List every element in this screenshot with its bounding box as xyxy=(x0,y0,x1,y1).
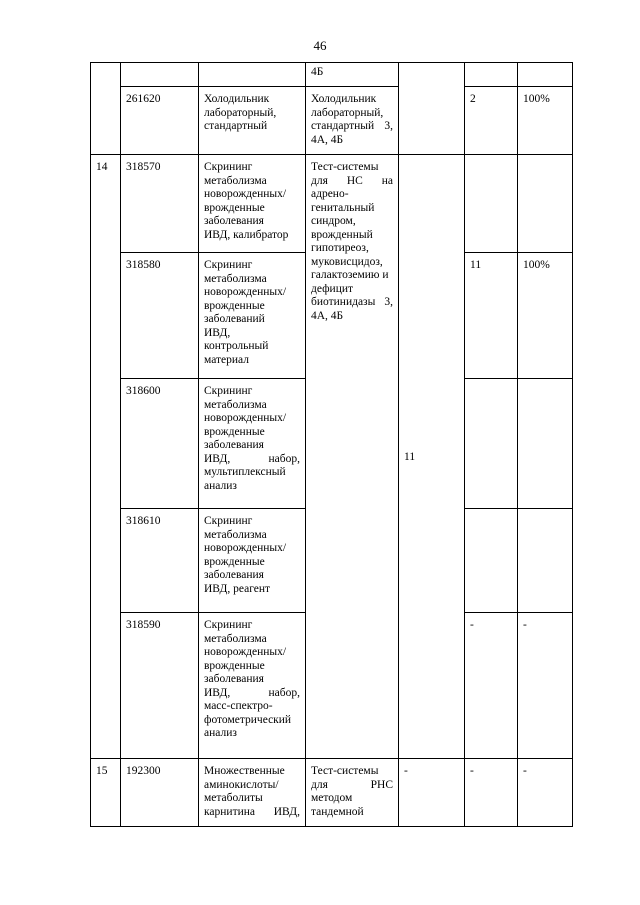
name-cell: Скрининг метаболизма новорожденных/ врожденные заболеваний ИВД, контрольный материал xyxy=(199,253,306,379)
percent-cell: 100% xyxy=(518,87,573,155)
count-cell xyxy=(465,63,518,87)
code-cell: 318600 xyxy=(121,379,199,509)
name-cell: Множественные аминокислоты/ метаболиты карнитина ИВД, xyxy=(199,759,306,827)
name-cell: Скрининг метаболизма новорожденных/ врожденные заболевания ИВД, набор, масс-спектро- фотометрический анализ xyxy=(199,613,306,759)
equipment-table xyxy=(90,62,573,827)
description-cell: 4Б xyxy=(306,63,399,87)
description-cell: Холодильник лабораторный, стандартный 3, 4А, 4Б xyxy=(306,87,399,155)
count-cell: - xyxy=(465,759,518,827)
code-cell xyxy=(121,63,199,87)
name-cell: Скрининг метаболизма новорожденных/ врожденные заболевания ИВД, калибратор xyxy=(199,155,306,253)
name-cell: Скрининг метаболизма новорожденных/ врожденные заболевания ИВД, набор, мультиплексный анализ xyxy=(199,379,306,509)
percent-cell xyxy=(518,63,573,87)
code-cell: 318590 xyxy=(121,613,199,759)
name-cell: Скрининг метаболизма новорожденных/ врожденные заболевания ИВД, реагент xyxy=(199,509,306,613)
count-cell: - xyxy=(465,613,518,759)
percent-cell xyxy=(518,155,573,253)
count-cell: 11 xyxy=(465,253,518,379)
quantity-cell: 11 xyxy=(399,155,465,759)
page-number: 46 xyxy=(313,38,327,53)
name-cell xyxy=(199,63,306,87)
percent-cell xyxy=(518,379,573,509)
count-cell xyxy=(465,379,518,509)
table-row xyxy=(91,63,573,87)
row-number-cell: 14 xyxy=(91,155,121,759)
table-row xyxy=(91,87,573,155)
row-number-cell xyxy=(91,63,121,155)
table-row xyxy=(91,155,573,253)
quantity-cell: - xyxy=(399,759,465,827)
code-cell: 261620 xyxy=(121,87,199,155)
code-cell: 318610 xyxy=(121,509,199,613)
description-cell: Тест-системы для НС на адрено- генитальный синдром, врожденный гипотиреоз, муковисцидоз, галактоземию и дефицит биотинидазы 3, 4А, 4Б xyxy=(306,155,399,759)
code-cell: 318580 xyxy=(121,253,199,379)
table-row xyxy=(91,759,573,827)
count-cell: 2 xyxy=(465,87,518,155)
name-cell: Холодильник лабораторный, стандартный xyxy=(199,87,306,155)
percent-cell: - xyxy=(518,613,573,759)
code-cell: 192300 xyxy=(121,759,199,827)
row-number-cell: 15 xyxy=(91,759,121,827)
description-cell: Тест-системы для РНС методом тандемной xyxy=(306,759,399,827)
percent-cell: - xyxy=(518,759,573,827)
percent-cell: 100% xyxy=(518,253,573,379)
percent-cell xyxy=(518,509,573,613)
quantity-cell xyxy=(399,63,465,155)
count-cell xyxy=(465,509,518,613)
code-cell: 318570 xyxy=(121,155,199,253)
count-cell xyxy=(465,155,518,253)
